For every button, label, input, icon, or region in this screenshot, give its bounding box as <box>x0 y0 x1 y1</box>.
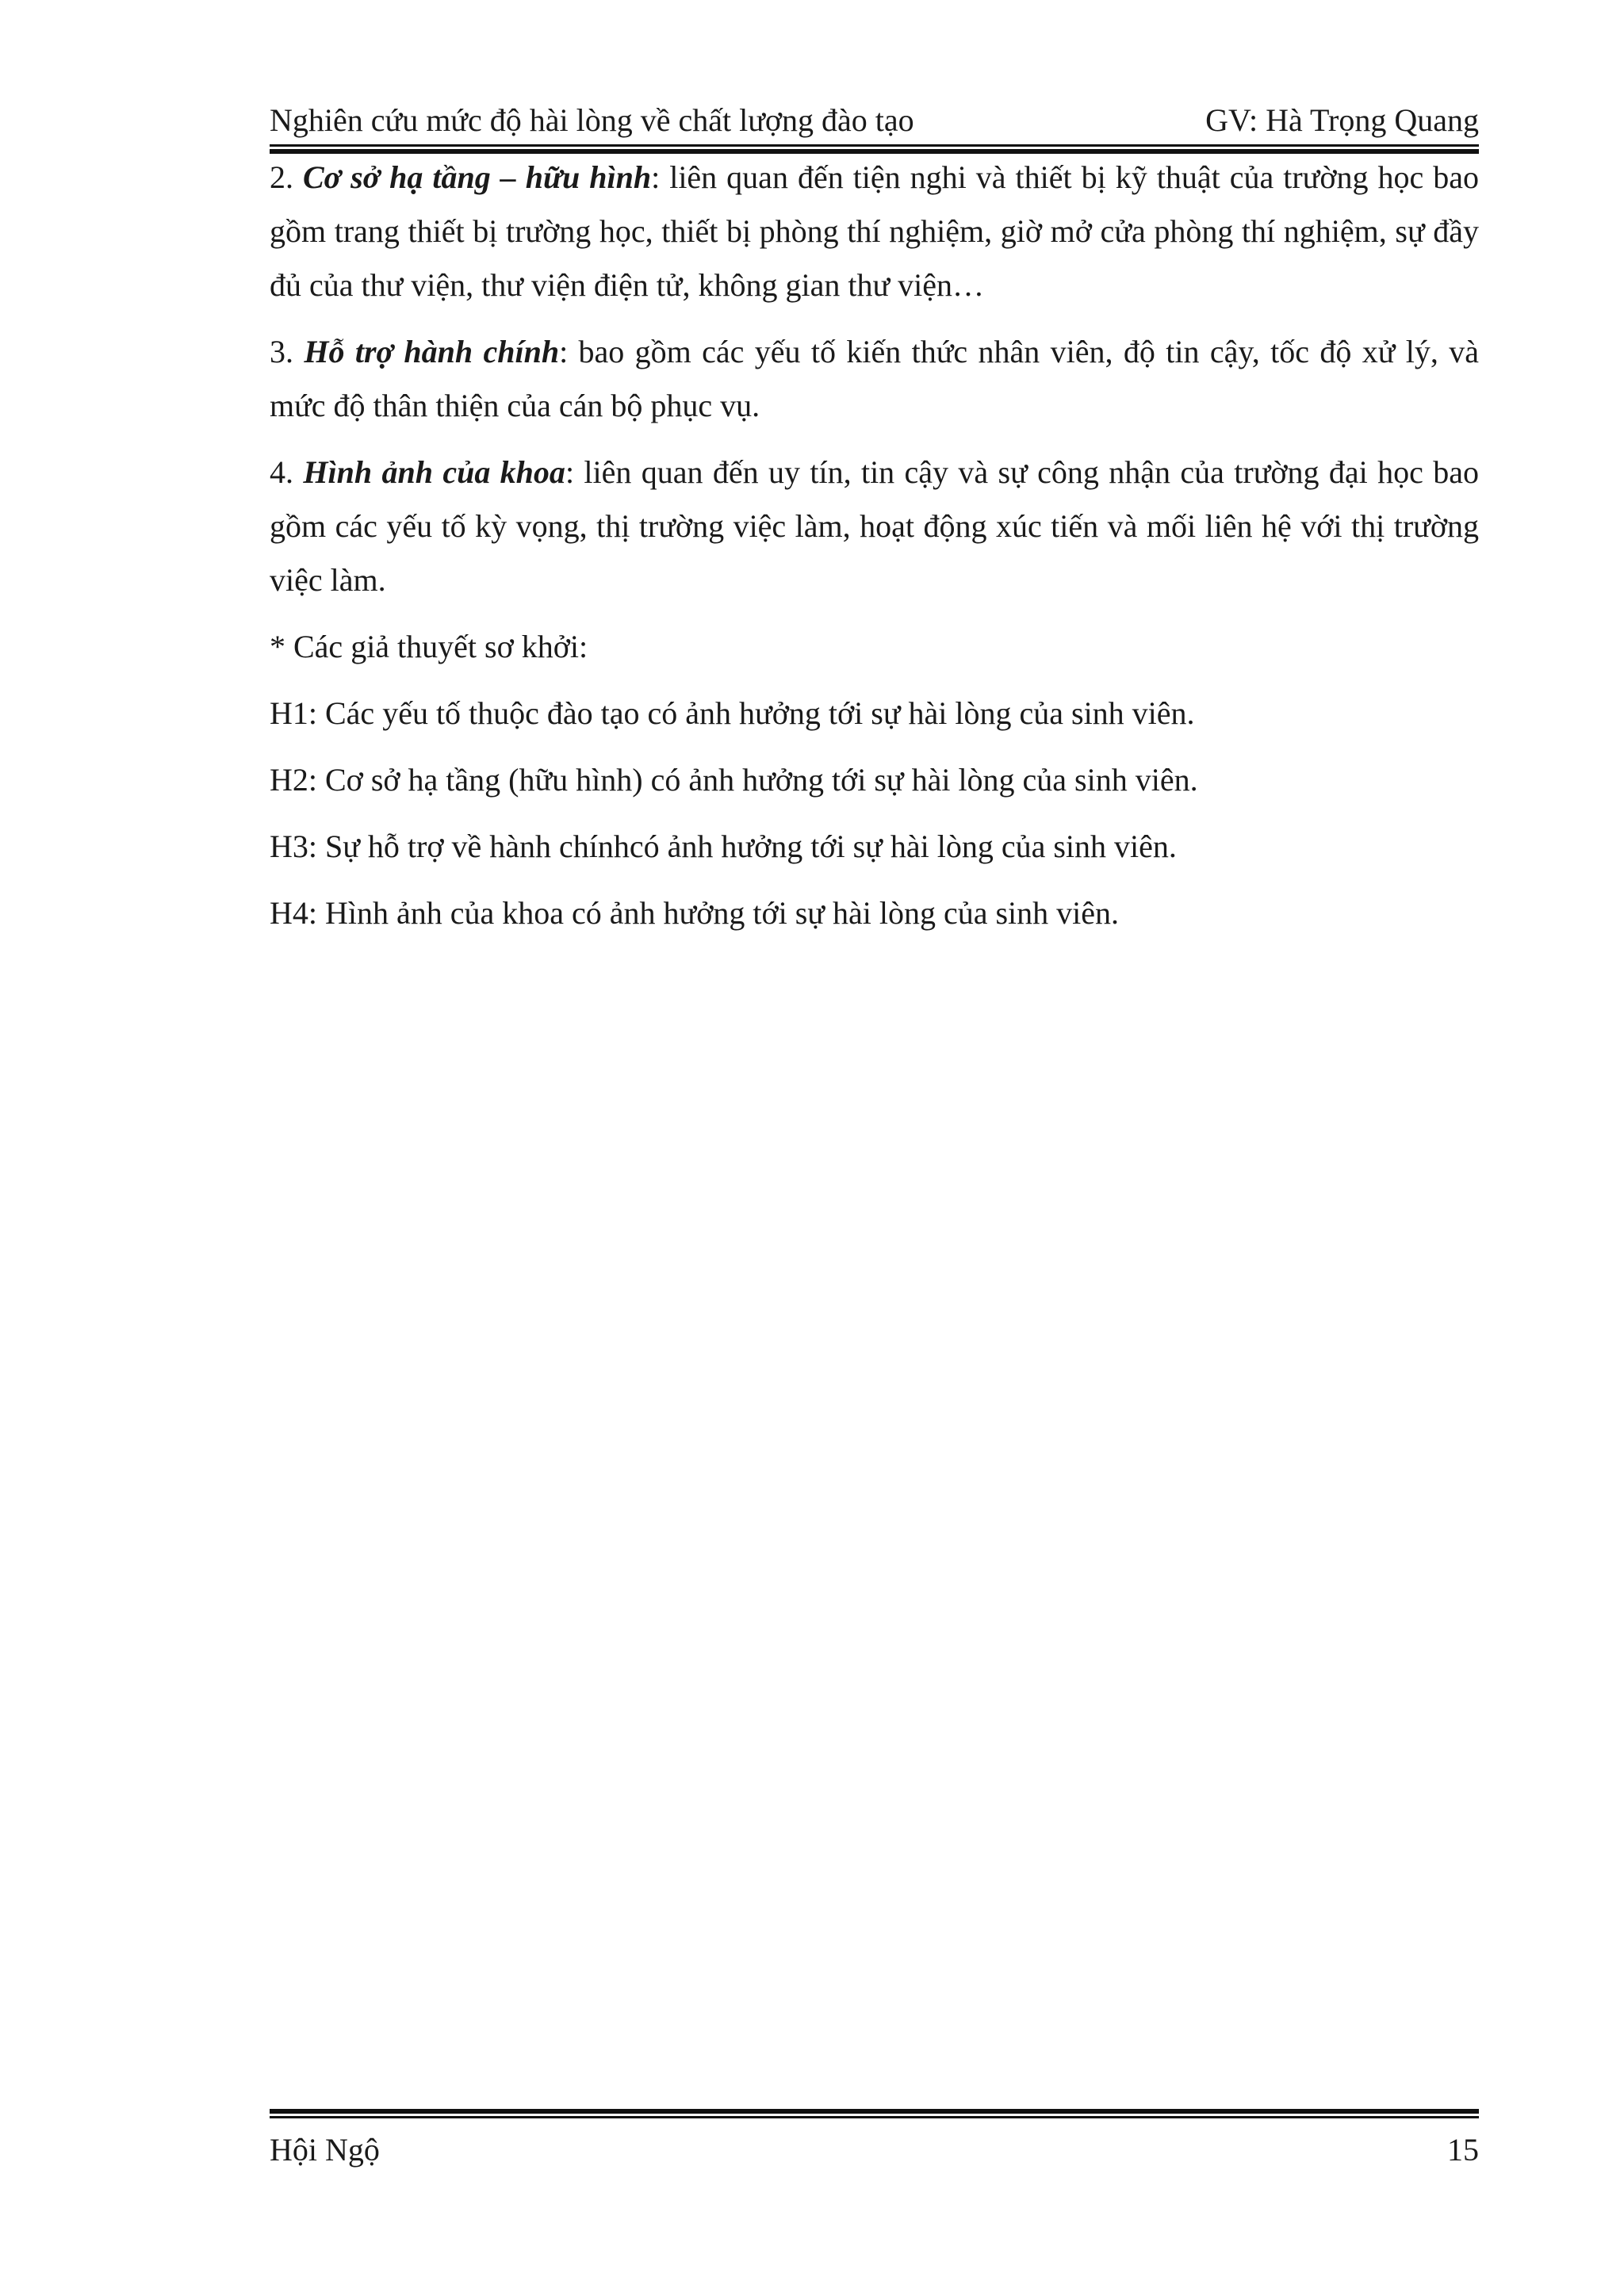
item-term: Hỗ trợ hành chính <box>304 334 560 369</box>
item-text: : liên quan đến tiện nghi và thiết bị kỹ thuật của trường học bao gồm trang thiết bị trường học, thiết bị phòng thí nghiệm, giờ mở cửa phòng thí nghiệm, sự đầy đủ của thư viện, thư viện điện tử, không gian thư viện… <box>270 159 1480 303</box>
hypothesis-h2: H2: Cơ sở hạ tầng (hữu hình) có ảnh hưởng tới sự hài lòng của sinh viên. <box>270 762 1198 798</box>
item-text: : bao gồm các yếu tố kiến thức nhân viên, độ tin cậy, tốc độ xử lý, và mức độ thân thiện của cán bộ phục vụ. <box>270 334 1479 423</box>
item-number: 4. <box>270 454 304 490</box>
item-term: Hình ảnh của khoa <box>303 454 565 490</box>
item-text: : liên quan đến uy tín, tin cậy và sự công nhận của trường đại học bao gồm các yếu tố kỳ vọng, thị trường việc làm, hoạt động xúc tiến và mối liên hệ với thị trường việc làm. <box>270 454 1480 598</box>
item-number: 3. <box>270 334 304 369</box>
list-item-infrastructure <box>270 151 1479 312</box>
hypothesis-h3: H3: Sự hỗ trợ về hành chínhcó ảnh hưởng tới sự hài lòng của sinh viên. <box>270 828 1177 864</box>
list-item-faculty-image <box>270 446 1479 607</box>
page-body <box>270 151 1479 953</box>
footer-author: Hội Ngộ <box>270 2132 380 2168</box>
hypotheses-heading: * Các giả thuyết sơ khởi: <box>270 629 588 664</box>
item-term: Cơ sở hạ tầng – hữu hình <box>303 159 652 195</box>
item-number: 2. <box>270 159 303 195</box>
page-header <box>270 97 1479 144</box>
header-lecturer: GV: Hà Trọng Quang <box>1205 102 1479 138</box>
hypothesis-h1: H1: Các yếu tố thuộc đào tạo có ảnh hưởng tới sự hài lòng của sinh viên. <box>270 695 1195 731</box>
page-footer <box>270 2126 1479 2174</box>
footer-divider <box>270 2109 1479 2118</box>
page-number: 15 <box>1447 2132 1479 2168</box>
hypothesis-h4: H4: Hình ảnh của khoa có ảnh hưởng tới sự hài lòng của sinh viên. <box>270 895 1120 931</box>
header-title: Nghiên cứu mức độ hài lòng về chất lượng đào tạo <box>270 102 914 138</box>
list-item-administrative-support <box>270 325 1479 433</box>
